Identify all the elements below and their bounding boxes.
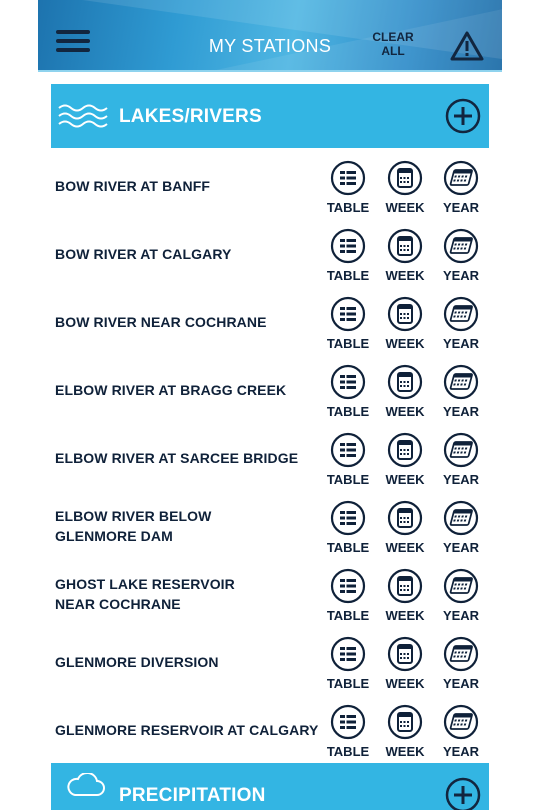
view-button-label: WEEK: [385, 540, 425, 555]
view-button-label: YEAR: [442, 404, 480, 419]
station-name[interactable]: [55, 288, 325, 356]
week-view-button[interactable]: [385, 500, 425, 560]
year-calendar-icon: [443, 568, 479, 604]
table-view-button[interactable]: [328, 160, 368, 220]
view-button-label: TABLE: [326, 472, 370, 487]
week-view-button[interactable]: [385, 160, 425, 220]
table-view-button[interactable]: [328, 228, 368, 288]
year-view-button[interactable]: [441, 364, 481, 424]
table-list-icon: [330, 500, 366, 536]
station-name-line2: GLENMORE DAM: [55, 528, 173, 544]
table-view-button[interactable]: [328, 704, 368, 764]
station-row: [51, 288, 489, 356]
year-view-button[interactable]: [441, 500, 481, 560]
station-name-line2: NEAR COCHRANE: [55, 596, 181, 612]
year-calendar-icon: [443, 160, 479, 196]
week-view-button[interactable]: [385, 636, 425, 696]
station-row: [51, 424, 489, 492]
plus-circle-icon[interactable]: [445, 98, 481, 134]
week-calendar-icon: [387, 364, 423, 400]
table-view-button[interactable]: [328, 432, 368, 492]
view-button-label: YEAR: [442, 608, 480, 623]
station-name[interactable]: [55, 152, 325, 220]
view-button-label: WEEK: [385, 404, 425, 419]
table-list-icon: [330, 228, 366, 264]
view-button-label: TABLE: [326, 540, 370, 555]
station-name[interactable]: [55, 696, 325, 764]
table-list-icon: [330, 432, 366, 468]
station-name[interactable]: [55, 560, 325, 628]
station-name-line1: ELBOW RIVER AT SARCEE BRIDGE: [55, 450, 299, 466]
year-calendar-icon: [443, 296, 479, 332]
table-list-icon: [330, 704, 366, 740]
station-row: [51, 696, 489, 764]
view-button-label: YEAR: [442, 268, 480, 283]
week-calendar-icon: [387, 160, 423, 196]
cloud-icon: [57, 773, 111, 801]
station-row: [51, 628, 489, 696]
clear-all-button[interactable]: [366, 30, 420, 58]
view-button-label: WEEK: [385, 744, 425, 759]
week-view-button[interactable]: [385, 568, 425, 628]
station-name-line1: GLENMORE DIVERSION: [55, 654, 219, 670]
station-name-line1: BOW RIVER AT BANFF: [55, 178, 211, 194]
year-view-button[interactable]: [441, 296, 481, 356]
week-calendar-icon: [387, 704, 423, 740]
view-button-label: TABLE: [326, 268, 370, 283]
view-button-label: YEAR: [442, 200, 480, 215]
table-view-button[interactable]: [328, 636, 368, 696]
app-screen: [38, 0, 502, 810]
year-view-button[interactable]: [441, 568, 481, 628]
week-view-button[interactable]: [385, 432, 425, 492]
station-name-line1: BOW RIVER AT CALGARY: [55, 246, 232, 262]
station-name[interactable]: [55, 424, 325, 492]
station-name-line1: GHOST LAKE RESERVOIR: [55, 576, 235, 592]
station-row: [51, 560, 489, 628]
week-calendar-icon: [387, 228, 423, 264]
year-view-button[interactable]: [441, 228, 481, 288]
year-calendar-icon: [443, 500, 479, 536]
view-button-label: WEEK: [385, 676, 425, 691]
table-list-icon: [330, 636, 366, 672]
view-button-label: YEAR: [442, 540, 480, 555]
view-button-label: TABLE: [326, 200, 370, 215]
view-button-label: TABLE: [326, 336, 370, 351]
view-button-label: WEEK: [385, 608, 425, 623]
station-row: [51, 356, 489, 424]
week-view-button[interactable]: [385, 228, 425, 288]
week-calendar-icon: [387, 500, 423, 536]
station-row: [51, 220, 489, 288]
station-row: [51, 152, 489, 220]
week-calendar-icon: [387, 636, 423, 672]
view-button-label: TABLE: [326, 404, 370, 419]
station-name[interactable]: [55, 356, 325, 424]
app-header: [38, 0, 502, 72]
table-list-icon: [330, 160, 366, 196]
view-button-label: TABLE: [326, 744, 370, 759]
table-view-button[interactable]: [328, 296, 368, 356]
table-view-button[interactable]: [328, 500, 368, 560]
section-title: LAKES/RIVERS: [119, 106, 262, 127]
table-view-button[interactable]: [328, 568, 368, 628]
lakes-rivers-section-header[interactable]: [51, 84, 489, 148]
year-calendar-icon: [443, 636, 479, 672]
table-list-icon: [330, 296, 366, 332]
view-button-label: WEEK: [385, 336, 425, 351]
week-view-button[interactable]: [385, 364, 425, 424]
view-button-label: YEAR: [442, 676, 480, 691]
view-button-label: YEAR: [442, 336, 480, 351]
view-button-label: YEAR: [442, 744, 480, 759]
table-view-button[interactable]: [328, 364, 368, 424]
year-view-button[interactable]: [441, 432, 481, 492]
water-waves-icon: [57, 102, 111, 130]
view-button-label: TABLE: [326, 676, 370, 691]
table-list-icon: [330, 364, 366, 400]
year-calendar-icon: [443, 228, 479, 264]
page-title: MY STATIONS: [208, 36, 332, 56]
clear-all-label-line1: CLEAR: [372, 30, 414, 44]
year-calendar-icon: [443, 432, 479, 468]
year-calendar-icon: [443, 704, 479, 740]
station-name-line1: ELBOW RIVER BELOW: [55, 508, 212, 524]
week-calendar-icon: [387, 296, 423, 332]
week-calendar-icon: [387, 432, 423, 468]
year-view-button[interactable]: [441, 160, 481, 220]
view-button-label: WEEK: [385, 200, 425, 215]
week-calendar-icon: [387, 568, 423, 604]
precipitation-section-header[interactable]: [51, 763, 489, 810]
plus-circle-icon[interactable]: [445, 777, 481, 810]
station-row: [51, 492, 489, 560]
station-name-line1: BOW RIVER NEAR COCHRANE: [55, 314, 267, 330]
view-button-label: WEEK: [385, 268, 425, 283]
table-list-icon: [330, 568, 366, 604]
view-button-label: YEAR: [442, 472, 480, 487]
warning-triangle-icon[interactable]: [450, 30, 484, 62]
clear-all-label-line2: ALL: [381, 44, 405, 58]
week-view-button[interactable]: [385, 296, 425, 356]
week-view-button[interactable]: [385, 704, 425, 764]
section-title: PRECIPITATION: [119, 785, 266, 806]
year-calendar-icon: [443, 364, 479, 400]
station-name-line1: ELBOW RIVER AT BRAGG CREEK: [55, 382, 287, 398]
station-name-line1: GLENMORE RESERVOIR AT CALGARY: [55, 722, 319, 738]
year-view-button[interactable]: [441, 636, 481, 696]
view-button-label: TABLE: [326, 608, 370, 623]
view-button-label: WEEK: [385, 472, 425, 487]
station-name[interactable]: [55, 492, 325, 560]
year-view-button[interactable]: [441, 704, 481, 764]
station-name[interactable]: [55, 220, 325, 288]
station-name[interactable]: [55, 628, 325, 696]
